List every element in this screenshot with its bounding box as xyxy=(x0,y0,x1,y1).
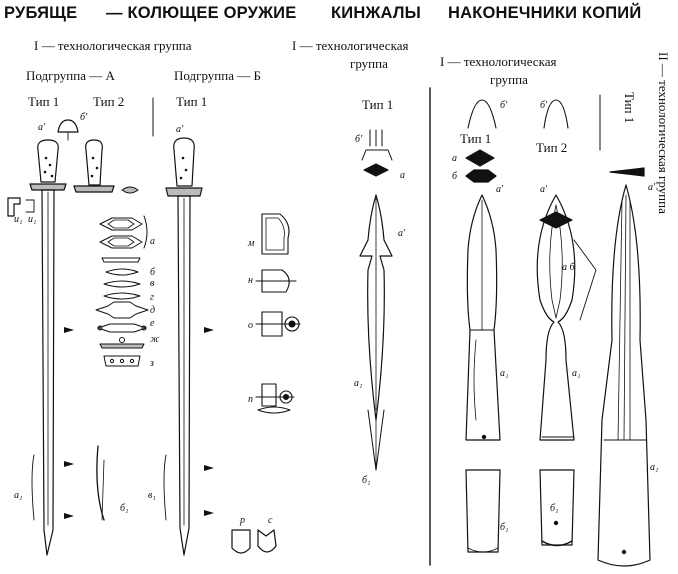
sword2-crossguard xyxy=(74,186,114,192)
label-b-spear1: б xyxy=(452,171,458,182)
sword3-grip xyxy=(174,138,195,186)
label-i1: и₁ xyxy=(28,214,37,225)
label-ab-spear2: а б xyxy=(562,262,575,273)
label-v1-sword: в₁ xyxy=(148,490,156,501)
spear-group-ii-type1-label: Тип 1 xyxy=(622,92,637,124)
sword-a-type2 xyxy=(74,140,114,520)
tip-section-r xyxy=(232,530,250,553)
sword1-guard-section xyxy=(8,198,20,216)
sword2-grip xyxy=(86,140,103,185)
label-o-pommel: о xyxy=(248,320,253,331)
spearhead3-body xyxy=(598,185,650,566)
sword-type1-b-label: Тип 1 xyxy=(176,94,208,109)
spearhead1-socket xyxy=(466,470,500,552)
dagger-group-label-1: I — технологическая xyxy=(292,38,409,53)
spearhead1-body xyxy=(466,195,500,440)
spear-group-i-label-2: группа xyxy=(490,72,528,87)
label-e-section: е xyxy=(150,318,155,329)
label-a-spear1: а xyxy=(452,153,457,164)
label-a-prime-sword1: а′ xyxy=(38,122,46,133)
spear-group-ii-label: II — технологическая группа xyxy=(656,52,671,214)
label-n-pommel: н xyxy=(248,275,253,286)
sword3-crossguard xyxy=(166,188,202,196)
sword-type2-a-label: Тип 2 xyxy=(93,94,125,109)
label-a1-spear3: а₁ xyxy=(650,462,659,473)
tip-section-s xyxy=(258,530,276,552)
label-a1-sword: а₁ xyxy=(14,490,23,501)
label-a-prime-spear3: а′ xyxy=(648,182,656,193)
dagger-type1-label: Тип 1 xyxy=(362,97,394,112)
header-slashing: РУБЯЩЕ xyxy=(4,4,78,22)
label-a-prime-sword3: а′ xyxy=(176,124,184,135)
dagger-type1 xyxy=(360,130,392,470)
spearhead-type2 xyxy=(537,100,596,546)
sword-a-type1 xyxy=(8,140,66,555)
label-b-prime-spear1: б′ xyxy=(500,100,508,111)
label-b1-dagger: б₁ xyxy=(362,475,371,486)
header-spearheads: НАКОНЕЧНИКИ КОПИЙ xyxy=(448,4,642,22)
pommel-cap-detail xyxy=(58,120,78,132)
label-r-tip: р xyxy=(240,515,245,526)
label-b1-spear1: б₁ xyxy=(500,522,509,533)
header-stabbing-weapons: — КОЛЮЩЕЕ ОРУЖИЕ xyxy=(106,4,297,22)
label-g-section: г xyxy=(150,292,154,303)
dagger-group-label-2: группа xyxy=(350,56,388,71)
label-b1-sword: б₁ xyxy=(120,503,129,514)
label-b-prime-sword1: б′ xyxy=(80,112,88,123)
label-zh-section: ж xyxy=(150,334,160,345)
label-a-dagger: а xyxy=(400,170,405,181)
label-d-section: д xyxy=(150,305,156,316)
label-p-pommel: п xyxy=(248,394,253,405)
label-m-pommel: м xyxy=(248,238,255,249)
sword-type1-a-label: Тип 1 xyxy=(28,94,60,109)
label-b-section: б xyxy=(150,267,156,278)
label-b-prime-dagger: б′ xyxy=(355,134,363,145)
label-a-prime-spear1: а′ xyxy=(496,184,504,195)
spear-group-i-label-1: I — технологическая xyxy=(440,54,557,69)
subgroup-a-label: Подгруппа — А xyxy=(26,68,115,83)
pommel-variants xyxy=(256,214,300,413)
label-b-prime-spear2: б′ xyxy=(540,100,548,111)
spearhead-group2-type1 xyxy=(598,168,650,566)
spearhead2-socket xyxy=(540,470,574,545)
label-b1-spear2: б₁ xyxy=(550,503,559,514)
label-z-section: з xyxy=(150,358,154,369)
header-daggers: КИНЖАЛЫ xyxy=(331,4,422,22)
label-s-tip: с xyxy=(268,515,273,526)
label-a1-spear1: а₁ xyxy=(500,368,509,379)
spearhead-type1 xyxy=(466,100,500,552)
spear-type1-label: Тип 1 xyxy=(460,131,492,146)
sword1-grip xyxy=(38,140,59,182)
label-u1: и₁ xyxy=(14,214,23,225)
subgroup-b-label: Подгруппа — Б xyxy=(174,68,261,83)
sword-b-type1 xyxy=(164,138,202,555)
label-v-section: в xyxy=(150,278,155,289)
label-a-section: а xyxy=(150,236,155,247)
swords-group-label: I — технологическая группа xyxy=(34,38,192,53)
spearhead3-section xyxy=(610,168,644,176)
sword1-crossguard xyxy=(30,184,66,190)
label-a1-dagger: а₁ xyxy=(354,378,363,389)
label-a-prime-spear2: а′ xyxy=(540,184,548,195)
label-a1-spear2: а₁ xyxy=(572,368,581,379)
crossguard-sections xyxy=(96,187,148,366)
label-a-prime-dagger: а′ xyxy=(398,228,406,239)
spear-type2-label: Тип 2 xyxy=(536,140,568,155)
